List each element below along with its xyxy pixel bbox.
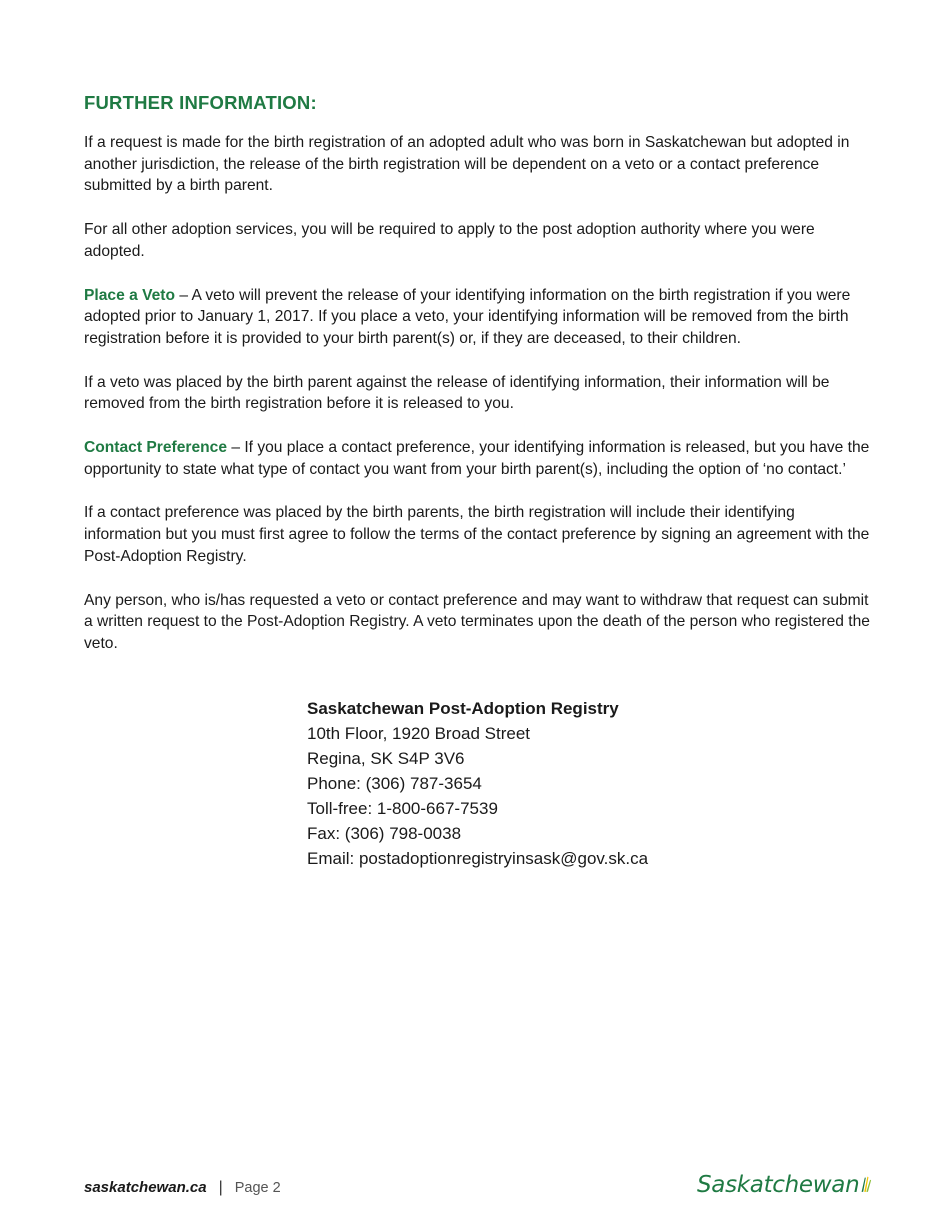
email-address: Email: postadoptionregistryinsask@gov.sk.ca [307, 849, 649, 868]
registry-contact-block [307, 696, 648, 871]
footer-separator: | [218, 1179, 223, 1196]
contact-preference-description: – If you place a contact preference, your identifying information is released, but you have the opportunity to state what type of contact you want from your birth parent(s), including the option of ‘no contact.’ [84, 439, 870, 478]
registry-name: Saskatchewan Post-Adoption Registry [307, 699, 619, 718]
page-number: Page 2 [234, 1180, 281, 1196]
address-line-1: 10th Floor, 1920 Broad Street [307, 724, 531, 743]
address-line-2: Regina, SK S4P 3V6 [307, 749, 465, 768]
paragraph-birth-parent-contact-preference: If a contact preference was placed by the birth parents, the birth registration will include their identifying information but you must first agree to follow the terms of the contact preference by signing an agreement with the Post-Adoption Registry. [84, 504, 870, 565]
toll-free-number: Toll-free: 1-800-667-7539 [307, 799, 498, 818]
footer-website[interactable]: saskatchewan.ca [84, 1179, 207, 1196]
page-footer [84, 1176, 281, 1200]
paragraph-birth-registration-outside-jurisdiction: If a request is made for the birth registration of an adopted adult who was born in Saskatchewan but adopted in another jurisdiction, the release of the birth registration will be dependent on a veto or a contact preference submitted by a birth parent. [84, 134, 850, 195]
saskatchewan-logo [697, 1164, 872, 1200]
section-heading: FURTHER INFORMATION: [84, 92, 317, 113]
fax-number: Fax: (306) 798-0038 [307, 824, 462, 843]
paragraph-place-a-veto [84, 285, 870, 350]
wheat-sheaf-icon [860, 1168, 872, 1200]
place-a-veto-term: Place a Veto [84, 286, 176, 304]
paragraph-other-adoption-services: For all other adoption services, you will be required to apply to the post adoption authority where you were adopted. [84, 221, 815, 260]
place-a-veto-description: – A veto will prevent the release of your identifying information on the birth registration if you were adopted prior to January 1, 2017. If you place a veto, your identifying information will be removed from the birth registration before it is provided to your birth parent(s) or, if they are deceased, to their children. [84, 286, 851, 347]
paragraph-contact-preference [84, 437, 870, 480]
paragraph-birth-parent-veto: If a veto was placed by the birth parent against the release of identifying information, their information will be removed from the birth registration before it is released to you. [84, 373, 830, 413]
logo-wordmark: Saskatchewan [697, 1172, 860, 1198]
document-body [84, 90, 870, 677]
phone-number: Phone: (306) 787-3654 [307, 774, 482, 793]
contact-preference-term: Contact Preference [84, 439, 227, 457]
paragraph-withdraw-request: Any person, who is/has requested a veto or contact preference and may want to withdraw that request can submit a written request to the Post-Adoption Registry. A veto terminates upon the death of the person who registered the veto. [84, 591, 870, 652]
